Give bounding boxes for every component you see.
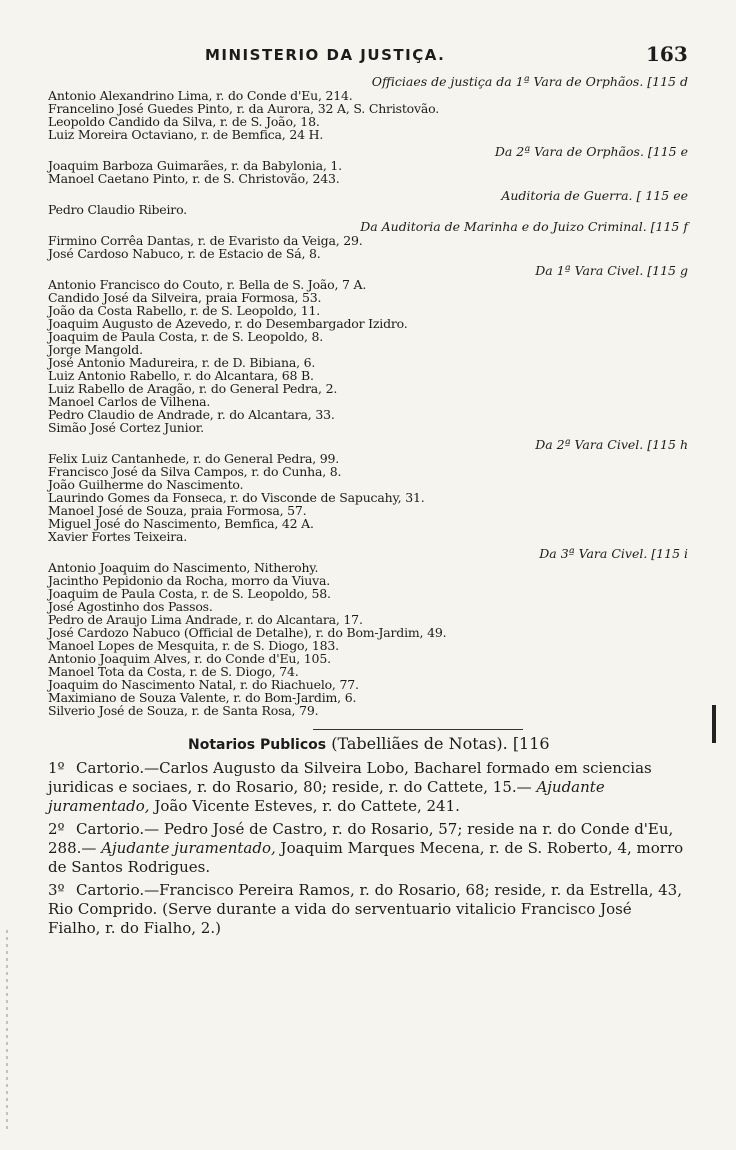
- register-entry: Joaquim de Paula Costa, r. de S. Leopoldo, 8.: [48, 329, 324, 344]
- cartorio-number: 3º: [48, 881, 65, 899]
- register-entry: Manoel Tota da Costa, r. de S. Diogo, 74.: [48, 664, 299, 679]
- register-entry: Antonio Francisco do Couto, r. Bella de S. João, 7 A.: [48, 277, 367, 292]
- section-heading: Da 2ª Vara de Orphãos. [115 e: [494, 144, 688, 159]
- cartorio-entry: [48, 881, 688, 938]
- register-entry: José Cardoso Nabuco, r. de Estacio de Sá, 8.: [48, 246, 321, 261]
- register-entry: João da Costa Rabello, r. de S. Leopoldo, 11.: [48, 303, 320, 318]
- section-heading: Da Auditoria de Marinha e do Juizo Criminal. [115 f: [360, 219, 688, 234]
- register-entry: Luiz Moreira Octaviano, r. de Bemfica, 24 H.: [48, 127, 324, 142]
- register-entry: Pedro de Araujo Lima Andrade, r. do Alcantara, 17.: [48, 612, 363, 627]
- register-entry: Joaquim do Nascimento Natal, r. do Riachuelo, 77.: [48, 677, 359, 692]
- cartorio-number: 1º: [48, 759, 65, 777]
- running-title: MINISTERIO DA JUSTIÇA.: [205, 46, 446, 64]
- cartorio-ajudante-label: Ajudante juramentado,: [48, 778, 605, 815]
- register-entry: Joaquim de Paula Costa, r. de S. Leopoldo, 58.: [48, 586, 331, 601]
- cartorio-ajudante-name: João Vicente Esteves, r. do Cattete, 241.: [149, 797, 460, 815]
- section-divider: [313, 729, 523, 730]
- notarios-title: Notarios Publicos: [188, 737, 327, 753]
- register-entry: Jacintho Pepidonio da Rocha, morro da Viuva.: [48, 573, 331, 588]
- section-heading: Officiaes de justiça da 1ª Vara de Orphãos. [115 d: [371, 74, 688, 89]
- register-entry: Antonio Alexandrino Lima, r. do Conde d'Eu, 214.: [48, 88, 353, 103]
- section-heading: Da 2ª Vara Civel. [115 h: [535, 437, 688, 452]
- register-entry: Francisco José da Silva Campos, r. do Cunha, 8.: [48, 464, 342, 479]
- cartorio-number: 2º: [48, 820, 65, 838]
- register-entry: Antonio Joaquim Alves, r. do Conde d'Eu, 105.: [48, 651, 331, 666]
- register-entry: Antonio Joaquim do Nascimento, Nitherohy.: [48, 560, 319, 575]
- page-header: [0, 40, 736, 70]
- notarios-heading: [188, 734, 688, 755]
- notarios-ref: [116: [512, 734, 550, 753]
- register-entry: Candido José da Silveira, praia Formosa, 53.: [48, 290, 322, 305]
- register-entry: Luiz Antonio Rabello, r. do Alcantara, 68 B.: [48, 368, 314, 383]
- cartorio-ajudante-name: Joaquim Marques Mecena, r. de S. Roberto, 4, morro de Santos Rodrigues.: [48, 839, 684, 876]
- register-entry: João Guilherme do Nascimento.: [48, 477, 244, 492]
- cartorio-text: Cartorio.—Francisco Pereira Ramos, r. do Rosario, 68; reside, r. da Estrella, 43, Rio Comprido. (Serve durante a vida do serventuario vitalicio Francisco José Fialho, r. do Fialho, 2.): [48, 881, 682, 937]
- register-entry: Francelino José Guedes Pinto, r. da Aurora, 32 A, S. Christovão.: [48, 101, 439, 116]
- register-entry: Felix Luiz Cantanhede, r. do General Pedra, 99.: [48, 451, 340, 466]
- register-entry: Joaquim Augusto de Azevedo, r. do Desembargador Izidro.: [48, 316, 408, 331]
- cartorio-entry: [48, 820, 688, 877]
- cartorio-entry: [48, 759, 688, 816]
- register-entry: Pedro Claudio de Andrade, r. do Alcantara, 33.: [48, 407, 335, 422]
- register-entry: José Agostinho dos Passos.: [48, 599, 213, 614]
- register-entry: José Antonio Madureira, r. de D. Bibiana, 6.: [48, 355, 316, 370]
- notarios-subtitle: (Tabelliães de Notas).: [331, 734, 508, 753]
- register-entry: Maximiano de Souza Valente, r. do Bom-Jardim, 6.: [48, 690, 357, 705]
- section-heading: Da 1ª Vara Civel. [115 g: [535, 263, 688, 278]
- margin-mark: [712, 705, 716, 743]
- register-entry: Joaquim Barboza Guimarães, r. da Babylonia, 1.: [48, 158, 342, 173]
- register-entry: Luiz Rabello de Aragão, r. do General Pedra, 2.: [48, 381, 338, 396]
- register-entry: Simão José Cortez Junior.: [48, 420, 204, 435]
- register-entry: Manoel Lopes de Mesquita, r. de S. Diogo, 183.: [48, 638, 339, 653]
- register-entry: Laurindo Gomes da Fonseca, r. do Visconde de Sapucahy, 31.: [48, 490, 425, 505]
- register-entry: Leopoldo Candido da Silva, r. de S. João, 18.: [48, 114, 320, 129]
- register-entry: Manoel Caetano Pinto, r. de S. Christovão, 243.: [48, 171, 340, 186]
- register-entry: Firmino Corrêa Dantas, r. de Evaristo da Veiga, 29.: [48, 233, 363, 248]
- page-body: [48, 75, 688, 938]
- page-number: 163: [646, 42, 688, 66]
- register-entry: Silverio José de Souza, r. de Santa Rosa, 79.: [48, 703, 319, 718]
- register-entry: Manoel José de Souza, praia Formosa, 57.: [48, 503, 307, 518]
- register-entry: Manoel Carlos de Vilhena.: [48, 394, 211, 409]
- cartorio-ajudante-label: Ajudante juramentado,: [101, 839, 276, 857]
- register-entry: Miguel José do Nascimento, Bemfica, 42 A.: [48, 516, 314, 531]
- register-entry: José Cardozo Nabuco (Official de Detalhe), r. do Bom-Jardim, 49.: [48, 625, 447, 640]
- register-entry: Xavier Fortes Teixeira.: [48, 529, 188, 544]
- cartorio-text: Cartorio.—Carlos Augusto da Silveira Lobo, Bacharel formado em sciencias juridicas e sociaes, r. do Rosario, 80; reside, r. do Cattete, 15.—: [48, 759, 652, 796]
- binding-edge: [6, 930, 8, 1130]
- section-heading: Auditoria de Guerra. [ 115 ee: [501, 188, 688, 203]
- register-entry: Pedro Claudio Ribeiro.: [48, 202, 187, 217]
- section-heading: Da 3ª Vara Civel. [115 i: [539, 546, 688, 561]
- cartorio-text: Cartorio.— Pedro José de Castro, r. do Rosario, 57; reside na r. do Conde d'Eu, 288.—: [48, 820, 674, 857]
- register-entry: Jorge Mangold.: [48, 342, 143, 357]
